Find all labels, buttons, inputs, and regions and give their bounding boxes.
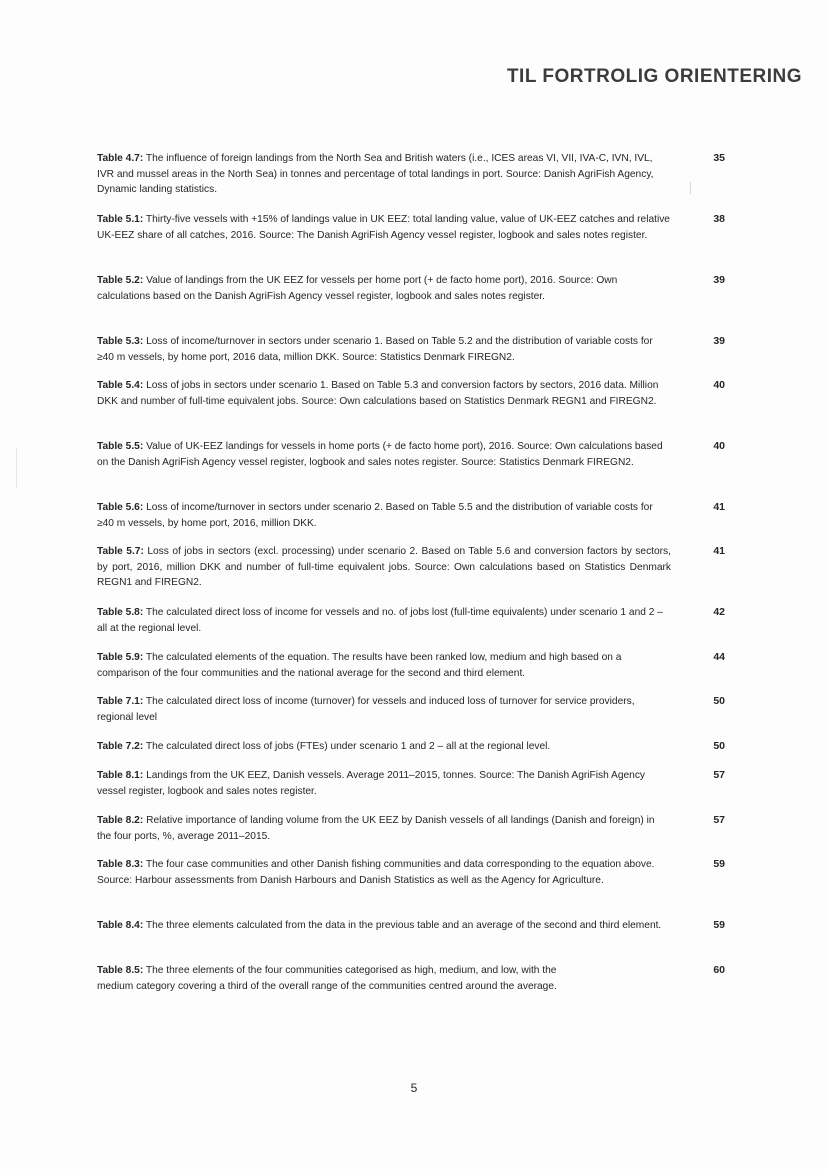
toc-entry-label: Table 8.3: <box>97 859 144 870</box>
toc-entry-page: 44 <box>713 651 725 663</box>
toc-entry-page: 35 <box>713 152 725 164</box>
toc-entry-text <box>97 212 671 243</box>
confidential-stamp: TIL FORTROLIG ORIENTERING <box>506 66 802 87</box>
toc-entry-description: The calculated direct loss of income for vessels and no. of jobs lost (full-time equivalents) under scenario 1 and 2 – all at the regional level. <box>97 607 663 634</box>
toc-entry[interactable] <box>97 963 737 994</box>
toc-entry[interactable] <box>97 918 737 934</box>
toc-entry-text <box>97 813 671 844</box>
toc-entry-text <box>97 739 671 755</box>
toc-entry-text <box>97 378 671 409</box>
toc-entry-description: Value of landings from the UK EEZ for vessels per home port (+ de facto home port), 2016. Source: Own calculations based on the Danish AgriFish Agency vessel register, logbook and sales notes register. <box>97 275 618 302</box>
toc-entry-label: Table 7.1: <box>97 696 144 707</box>
scan-artifact <box>16 448 17 488</box>
toc-entry-description: The calculated direct loss of jobs (FTEs) under scenario 1 and 2 – all at the regional level. <box>145 741 551 752</box>
toc-entry-page: 59 <box>713 919 725 931</box>
toc-entry-page: 60 <box>713 964 725 976</box>
toc-entry-text <box>97 694 671 725</box>
toc-entry-page: 59 <box>713 858 725 870</box>
toc-entry-description: Landings from the UK EEZ, Danish vessels. Average 2011–2015, tonnes. Source: The Danish AgriFish Agency vessel register, logbook and sales notes register. <box>97 770 646 797</box>
toc-entry-label: Table 8.5: <box>97 965 144 976</box>
toc-entry[interactable] <box>97 768 737 799</box>
toc-entry-page: 57 <box>713 769 725 781</box>
toc-entry-page: 39 <box>713 274 725 286</box>
toc-entry-label: Table 5.4: <box>97 380 144 391</box>
toc-entry-label: Table 5.5: <box>97 441 144 452</box>
toc-entry[interactable] <box>97 378 737 409</box>
toc-entry-text <box>97 857 671 888</box>
toc-entry-description: Loss of jobs in sectors (excl. processing) under scenario 2. Based on Table 5.6 and conversion factors by sectors, by port, 2016, million DKK and number of full-time equivalent jobs. Source: Own calculations based on Statistics Denmark REGN1 and FIREGN2. <box>97 546 671 588</box>
toc-entry-label: Table 5.9: <box>97 652 144 663</box>
toc-entry-description: Loss of jobs in sectors under scenario 1. Based on Table 5.3 and conversion factors by sectors, 2016 data. Million DKK and number of full-time equivalent jobs. Source: Own calculations based on Statistics Denmark REGN1 and FIREGN2. <box>97 380 659 407</box>
toc-entry-text <box>97 768 671 799</box>
toc-entry[interactable] <box>97 151 737 198</box>
toc-entry-page: 50 <box>713 695 725 707</box>
toc-entry-label: Table 5.1: <box>97 214 144 225</box>
toc-entry-text <box>97 918 671 934</box>
toc-entry-description: The calculated direct loss of income (turnover) for vessels and induced loss of turnover for service providers, regional level <box>97 696 635 723</box>
toc-entry-label: Table 8.4: <box>97 920 144 931</box>
toc-entry-page: 50 <box>713 740 725 752</box>
toc-entry-label: Table 5.6: <box>97 502 144 513</box>
toc-entry-text <box>97 544 671 591</box>
toc-entry-text <box>97 963 587 994</box>
toc-entry[interactable] <box>97 334 737 365</box>
toc-entry-page: 41 <box>713 545 725 557</box>
toc-entry-text <box>97 151 671 198</box>
toc-entry-page: 39 <box>713 335 725 347</box>
toc-entry-description: Value of UK-EEZ landings for vessels in home ports (+ de facto home port), 2016. Source: Own calculations based on the Danish AgriFish Agency vessel register, logbook and sales notes register. Source: Statistics Denmark FIREGN2. <box>97 441 663 468</box>
toc-entry[interactable] <box>97 857 737 888</box>
toc-entry-page: 40 <box>713 440 725 452</box>
toc-entry[interactable] <box>97 439 737 470</box>
toc-entry-description: Thirty-five vessels with +15% of landings value in UK EEZ: total landing value, value of UK-EEZ catches and relative UK-EEZ share of all catches, 2016. Source: The Danish AgriFish Agency vessel register, logbook and sales notes register. <box>97 214 670 241</box>
toc-entry-label: Table 4.7: <box>97 153 144 164</box>
toc-entry-text <box>97 650 671 681</box>
toc-entry-description: Loss of income/turnover in sectors under scenario 1. Based on Table 5.2 and the distribution of variable costs for ≥40 m vessels, by home port, 2016 data, million DKK. Source: Statistics Denmark FIREGN2. <box>97 336 653 363</box>
toc-entry-label: Table 8.1: <box>97 770 144 781</box>
toc-entry[interactable] <box>97 813 737 844</box>
toc-entry-label: Table 5.8: <box>97 607 144 618</box>
toc-entry[interactable] <box>97 500 737 531</box>
toc-entry-description: The calculated elements of the equation. The results have been ranked low, medium and high based on a comparison of the four communities and the national average for the second and third element. <box>97 652 622 679</box>
toc-entry[interactable] <box>97 605 737 636</box>
toc-entry-text <box>97 500 671 531</box>
toc-entry-description: Relative importance of landing volume from the UK EEZ by Danish vessels of all landings (Danish and foreign) in the four ports, %, average 2011–2015. <box>97 815 655 842</box>
toc-entry-label: Table 8.2: <box>97 815 144 826</box>
toc-entry-page: 38 <box>713 213 725 225</box>
toc-entry-description: The three elements calculated from the data in the previous table and an average of the second and third element. <box>145 920 662 931</box>
page-number: 5 <box>410 1081 418 1095</box>
toc-entry[interactable] <box>97 273 737 304</box>
toc-entry-page: 41 <box>713 501 725 513</box>
toc-entry-page: 42 <box>713 606 725 618</box>
toc-entry-text <box>97 273 671 304</box>
toc-entry-text <box>97 439 671 470</box>
toc-entry[interactable] <box>97 544 737 591</box>
toc-entry[interactable] <box>97 739 737 755</box>
toc-entry-description: The influence of foreign landings from the North Sea and British waters (i.e., ICES areas VI, VII, IVA-C, IVN, IVL, IVR and mussel areas in the North Sea) in tonnes and percentage of total landings in port. Source: Danish AgriFish Agency, Dynamic landing statistics. <box>97 153 654 195</box>
toc-entry-page: 57 <box>713 814 725 826</box>
toc-entry[interactable] <box>97 650 737 681</box>
toc-entry-label: Table 5.2: <box>97 275 144 286</box>
toc-entry-description: The four case communities and other Danish fishing communities and data corresponding to the equation above. Source: Harbour assessments from Danish Harbours and Danish Statistics as well as the Agency for Agriculture. <box>97 859 655 886</box>
toc-entry-description: Loss of income/turnover in sectors under scenario 2. Based on Table 5.5 and the distribution of variable costs for ≥40 m vessels, by home port, 2016, million DKK. <box>97 502 653 529</box>
toc-entry-page: 40 <box>713 379 725 391</box>
toc-entry[interactable] <box>97 694 737 725</box>
toc-entry-label: Table 5.3: <box>97 336 144 347</box>
toc-entry-description: The three elements of the four communities categorised as high, medium, and low, with the medium category covering a third of the overall range of the communities centred around the average. <box>97 965 557 992</box>
toc-entry-label: Table 5.7: <box>97 546 144 557</box>
toc-entry-text <box>97 605 671 636</box>
toc-entry[interactable] <box>97 212 737 243</box>
toc-entry-label: Table 7.2: <box>97 741 144 752</box>
toc-entry-text <box>97 334 671 365</box>
